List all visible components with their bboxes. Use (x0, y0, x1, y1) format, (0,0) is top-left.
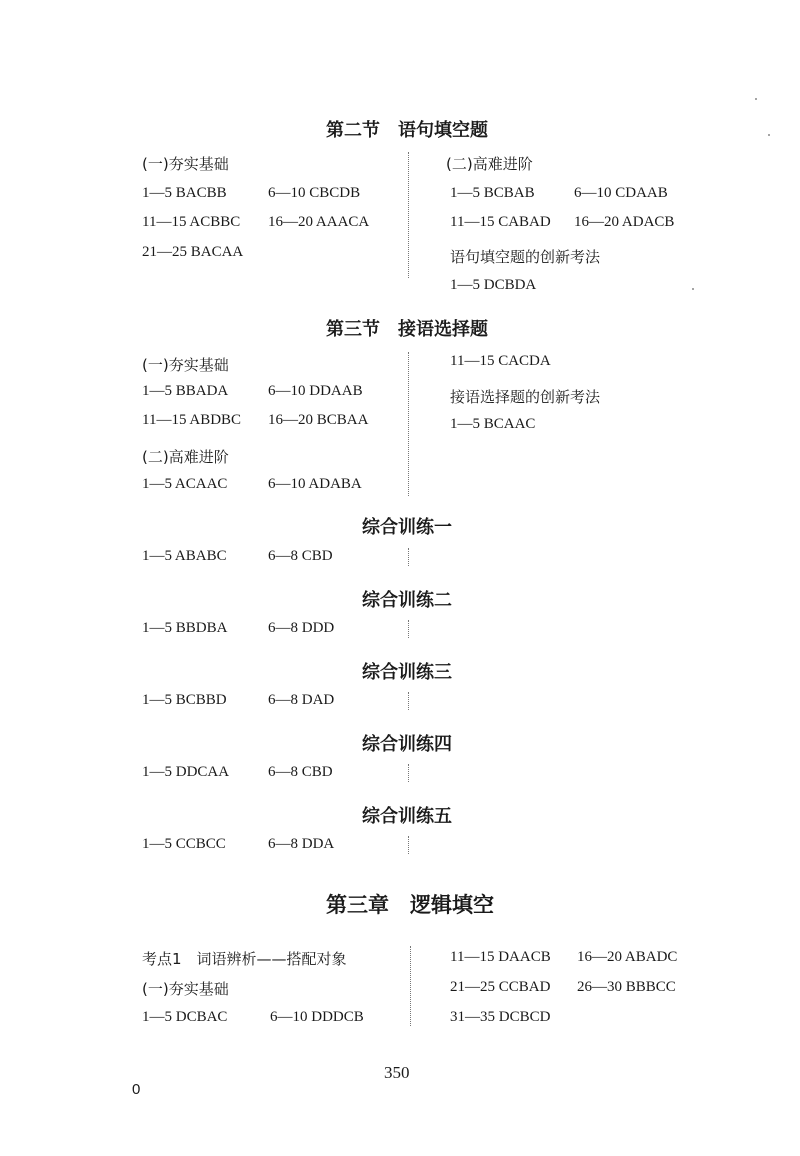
answer-text: 6—8 CBD (268, 548, 333, 564)
answer-text: 1—5 BBDBA (142, 620, 228, 636)
scan-speck (755, 98, 757, 100)
section2-sub-advanced: (二)高难进阶 (446, 155, 533, 173)
answer-text: 16—20 AAACA (268, 214, 370, 230)
answer-text: 1—5 ACAAC (142, 476, 228, 492)
answer-text: 1—5 ABABC (142, 548, 227, 564)
chapter3-title: 第三章 逻辑填空 (326, 893, 494, 917)
answer-text: 16—20 ABADC (577, 949, 678, 965)
answer-text: 11—15 ABDBC (142, 412, 242, 428)
answer-text: 21—25 BACAA (142, 244, 244, 260)
answer-text: 1—5 BCBBD (142, 692, 227, 708)
column-divider (408, 352, 409, 496)
column-divider (410, 946, 411, 1026)
answer-text: 16—20 ADACB (574, 214, 675, 230)
section2-title: 第二节 语句填空题 (326, 120, 488, 141)
answer-text: 11—15 CACDA (450, 353, 551, 369)
answer-text: 21—25 CCBAD (450, 979, 551, 995)
answer-text: 6—10 CDAAB (574, 185, 668, 201)
answer-text: 1—5 BCAAC (450, 416, 536, 432)
answer-text: 1—5 CCBCC (142, 836, 226, 852)
column-divider (408, 764, 409, 782)
answer-text: 6—8 DAD (268, 692, 335, 708)
answer-text: 1—5 BCBAB (450, 185, 535, 201)
chapter3-sub-basic: (一)夯实基础 (142, 980, 229, 998)
answer-text: 11—15 ACBBC (142, 214, 241, 230)
section3-title: 第三节 接语选择题 (326, 319, 488, 340)
scan-speck (692, 288, 694, 290)
answer-text: 1—5 DDCAA (142, 764, 230, 780)
answer-text: 26—30 BBBCC (577, 979, 676, 995)
column-divider (408, 548, 409, 566)
column-divider (408, 692, 409, 710)
answer-text: 1—5 DCBAC (142, 1009, 228, 1025)
drill-title: 综合训练二 (362, 590, 452, 611)
answer-text: 31—35 DCBCD (450, 1009, 551, 1025)
answer-text: 6—8 DDD (268, 620, 335, 636)
chapter3-point: 考点1 词语辨析——搭配对象 (142, 950, 347, 968)
scan-speck (768, 134, 770, 136)
section3-sub-basic: (一)夯实基础 (142, 356, 229, 374)
section2-sub-basic: (一)夯实基础 (142, 155, 229, 173)
answer-text: 6—8 CBD (268, 764, 333, 780)
answer-text: 11—15 CABAD (450, 214, 551, 230)
drill-title: 综合训练一 (362, 517, 452, 538)
drill-title: 综合训练五 (362, 806, 452, 827)
drill-title: 综合训练四 (362, 734, 452, 755)
answer-text: 6—10 DDAAB (268, 383, 363, 399)
answer-text: 1—5 BBADA (142, 383, 229, 399)
column-divider (408, 620, 409, 638)
page-number: 350 (384, 1063, 410, 1082)
answer-text: 6—10 DDDCB (270, 1009, 364, 1025)
answer-text: 6—10 CBCDB (268, 185, 361, 201)
answer-text: 6—8 DDA (268, 836, 335, 852)
answer-text: 1—5 BACBB (142, 185, 227, 201)
answer-text: 6—10 ADABA (268, 476, 362, 492)
section2-sub-innovative: 语句填空题的创新考法 (450, 248, 601, 266)
drill-title: 综合训练三 (362, 662, 452, 683)
answer-text: 1—5 DCBDA (450, 277, 537, 293)
column-divider (408, 836, 409, 854)
answer-text: 16—20 BCBAA (268, 412, 369, 428)
corner-mark: 0 (132, 1081, 141, 1098)
section3-sub-advanced: (二)高难进阶 (142, 448, 229, 466)
answer-text: 11—15 DAACB (450, 949, 551, 965)
section3-sub-innovative: 接语选择题的创新考法 (450, 388, 601, 406)
column-divider (408, 152, 409, 278)
